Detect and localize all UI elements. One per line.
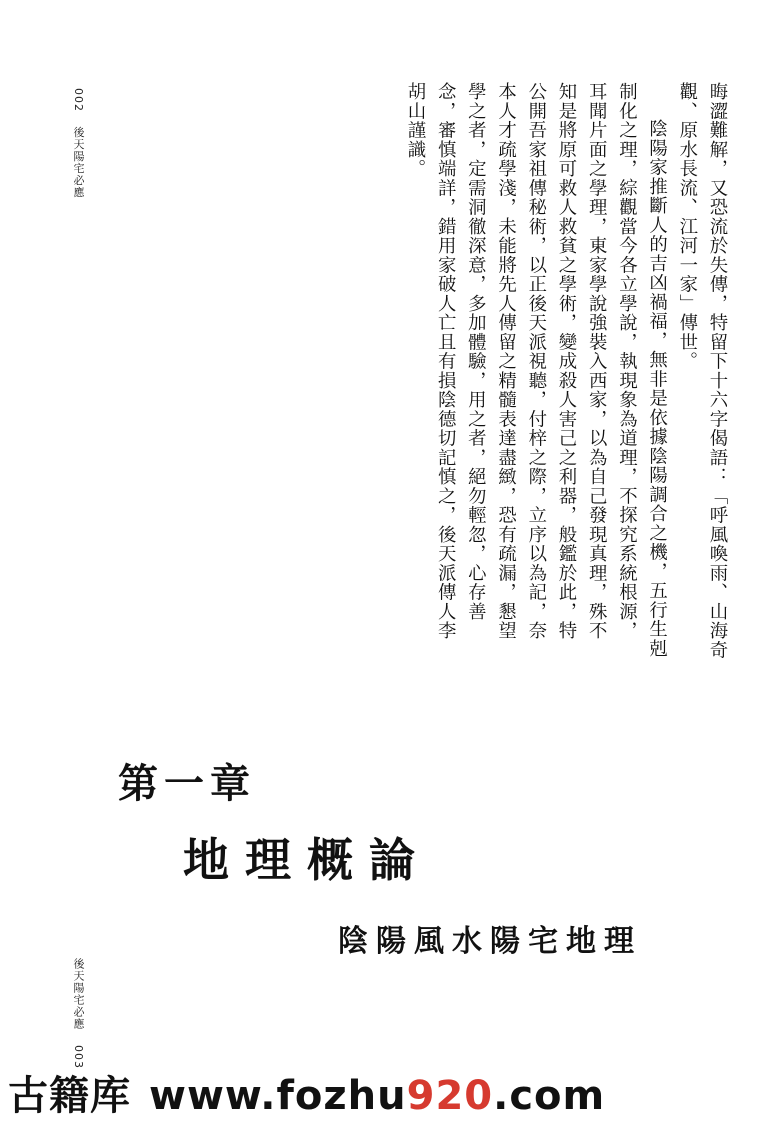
text-column: 耳聞片面之學理，東家學說強裝入西家，以為自己發現真理，殊不 [586,82,608,641]
book-title-bottom: 後天陽宅必應 [72,958,85,1030]
chapter-subtitle: 陰陽風水陽宅地理 [338,924,642,959]
running-header-bottom [70,958,86,1069]
page-number-top: 002 [72,88,85,112]
watermark-brand: 古籍库 [8,1073,131,1119]
watermark-url-accent: 920 [406,1073,494,1119]
site-watermark [8,1064,605,1121]
preface-body [96,82,732,660]
text-column: 學之者，定需洞徹深意，多加體驗，用之者，絕勿輕忽，心存善 [465,82,487,621]
page-number-bottom: 003 [72,1044,85,1069]
text-column: 公開吾家祖傳秘術，以正後天派視聽，付梓之際，立序以為記，奈 [525,82,547,641]
text-column: 制化之理，綜觀當今各立學說，執現象為道理，不探究系統根源， [616,82,638,641]
text-column: 陰陽家推斷人的吉凶禍福，無非是依據陰陽調合之機，五行生剋 [646,119,668,658]
text-column: 念，審慎端詳，錯用家破人亡且有損陰德切記慎之，後天派傳人李 [435,82,457,641]
chapter-label: 第一章 [118,761,256,807]
text-column: 知是將原可救人救貧之學術，變成殺人害己之利器，般鑑於此，特 [555,82,577,641]
text-column: 本人才疏學淺，未能將先人傳留之精髓表達盡緻，恐有疏漏，懇望 [495,82,517,641]
text-column: 觀、原水長流、江河一家」傳世。 [676,82,698,371]
text-column: 晦澀難解，又恐流於失傳，特留下十六字偈語：「呼風喚雨、山海奇 [707,82,728,660]
running-header-top [70,88,86,199]
text-column: 胡山謹識。 [404,82,426,179]
watermark-url-prefix: www.fozhu [149,1073,407,1119]
watermark-url-suffix: .com [493,1073,606,1119]
chapter-title: 地理概論 [183,833,431,887]
book-title-top: 後天陽宅必應 [72,126,85,199]
